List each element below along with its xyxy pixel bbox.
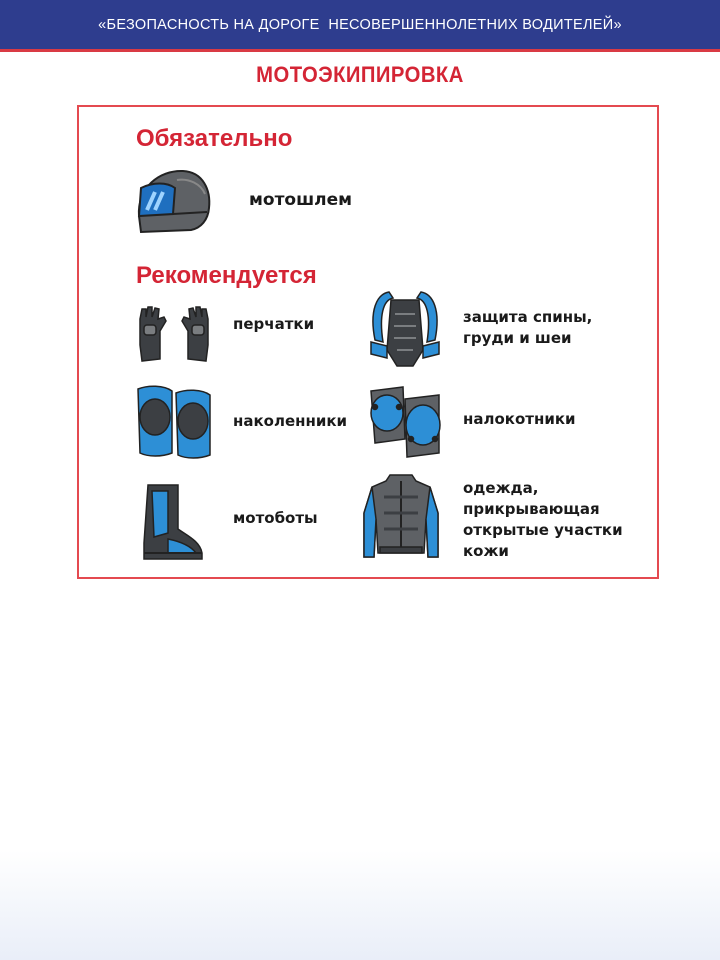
recommended-heading: Рекомендуется — [136, 262, 317, 289]
helmet-icon — [133, 166, 213, 236]
item-helmet-label: мотошлем — [249, 190, 353, 210]
jacket-icon — [362, 473, 440, 561]
gloves-icon — [134, 305, 214, 365]
item-jacket-label: одежда, прикрывающая открытые участки кожи — [463, 479, 623, 560]
page-title: МОТОЭКИПИРОВКА — [256, 62, 464, 87]
back-protector-icon — [367, 290, 443, 372]
item-back-protector-label: защита спины, груди и шеи — [463, 308, 593, 347]
item-boots-label: мотоботы — [233, 509, 318, 527]
elbow-pads-icon — [367, 383, 443, 461]
mandatory-heading: Обязательно — [136, 125, 293, 152]
item-gloves-label: перчатки — [233, 315, 315, 333]
banner-text: «БЕЗОПАСНОСТЬ НА ДОРОГЕ НЕСОВЕРШЕННОЛЕТНИХ ВОДИТЕЛЕЙ» — [98, 16, 622, 33]
item-knee-pads-label: наколенники — [233, 412, 348, 430]
knee-pads-icon — [134, 383, 214, 459]
top-banner — [0, 0, 720, 52]
boots-icon — [138, 483, 208, 563]
item-elbow-pads-label: налокотники — [463, 410, 576, 428]
